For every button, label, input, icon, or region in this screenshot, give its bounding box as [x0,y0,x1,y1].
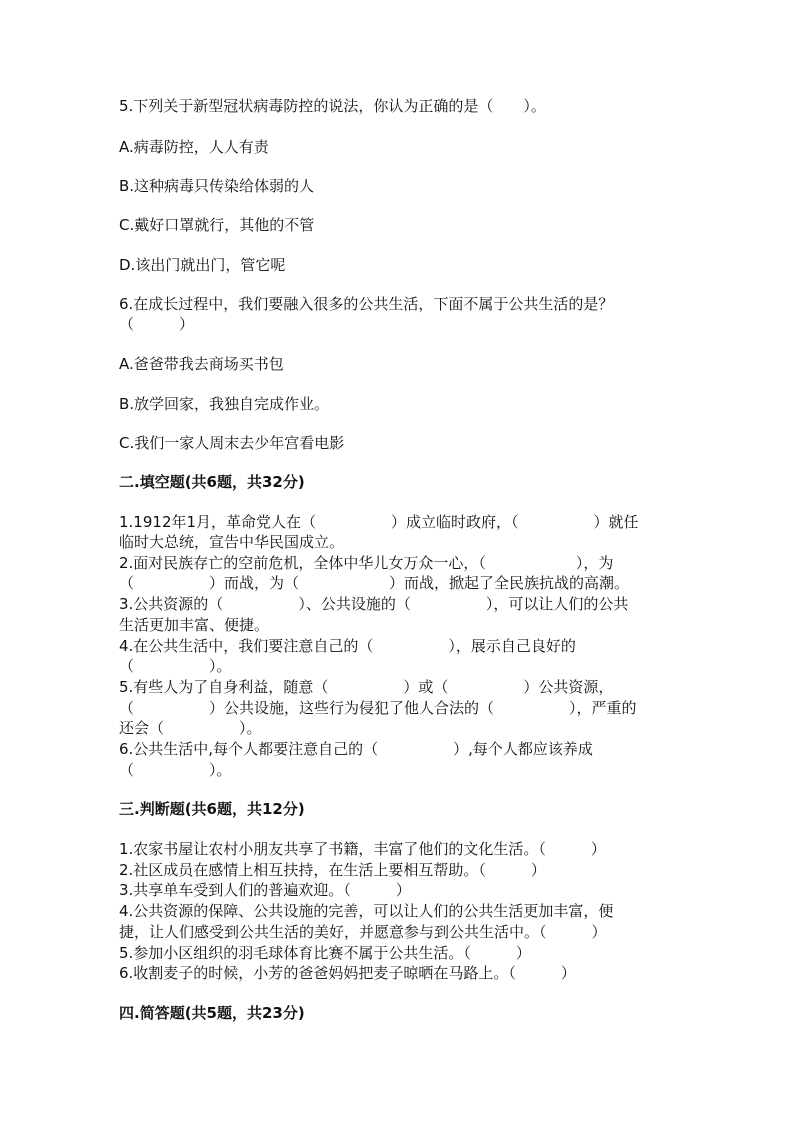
fill-line: 还会（ ）。 [119,719,262,737]
fill-line: 2.面对民族存亡的空前危机，全体中华儿女万众一心，（ ），为 [119,554,614,572]
question-5-option-c: C.戴好口罩就行，其他的不管 [119,216,315,234]
fill-line: 3.公共资源的（ ）、公共设施的（ ），可以让人们的公共 [119,595,629,613]
judge-line: 2.社区成员在感情上相互扶持，在生活上要相互帮助。（ ） [119,861,546,879]
question-5-option-b: B.这种病毒只传染给体弱的人 [119,177,315,195]
question-5-stem: 5.下列关于新型冠状病毒防控的说法，你认为正确的是（ ）。 [119,97,546,115]
section-heading-short-answer: 四.简答题(共5题，共23分) [119,1004,305,1022]
section-heading-fill-in: 二.填空题(共6题，共32分) [119,473,305,491]
judge-line: 捷，让人们感受到公共生活的美好，并愿意参与到公共生活中。（ ） [119,923,607,941]
fill-line: （ ）。 [119,657,232,675]
judge-line: 5.参加小区组织的羽毛球体育比赛不属于公共生活。（ ） [119,944,531,962]
judge-line: 1.农家书屋让农村小朋友共享了书籍，丰富了他们的文化生活。（ ） [119,840,606,858]
question-6-stem-line2: （ ） [119,315,195,333]
question-5-option-a: A.病毒防控，人人有责 [119,138,269,156]
fill-line: （ ）。 [119,761,232,779]
section-heading-judge: 三.判断题(共6题，共12分) [119,800,305,818]
fill-line: 4.在公共生活中，我们要注意自己的（ ），展示自己良好的 [119,637,576,655]
question-5-option-d: D.该出门就出门，管它呢 [119,256,286,274]
question-6-option-b: B.放学回家，我独自完成作业。 [119,395,330,413]
fill-line: 临时大总统，宣告中华民国成立。 [119,533,345,551]
fill-line: （ ）公共设施，这些行为侵犯了他人合法的（ ），严重的 [119,699,637,717]
judge-line: 4.公共资源的保障、公共设施的完善，可以让人们的公共生活更加丰富，便 [119,902,614,920]
fill-line: 生活更加丰富、便捷。 [119,616,270,634]
fill-line: 5.有些人为了自身利益，随意（ ）或（ ）公共资源， [119,678,614,696]
fill-line: （ ）而战，为（ ）而战，掀起了全民族抗战的高潮。 [119,574,630,592]
judge-line: 3.共享单车受到人们的普遍欢迎。（ ） [119,881,411,899]
fill-line: 6.公共生活中,每个人都要注意自己的（ ）,每个人都应该养成 [119,740,593,758]
question-6-option-c: C.我们一家人周末去少年宫看电影 [119,434,345,452]
judge-line: 6.收割麦子的时候，小芳的爸爸妈妈把麦子晾晒在马路上。（ ） [119,964,576,982]
question-6-option-a: A.爸爸带我去商场买书包 [119,355,284,373]
fill-line: 1.1912年1月，革命党人在（ ）成立临时政府，（ ）就任 [119,513,639,531]
question-6-stem-line1: 6.在成长过程中，我们要融入很多的公共生活，下面不属于公共生活的是？ [119,295,614,313]
